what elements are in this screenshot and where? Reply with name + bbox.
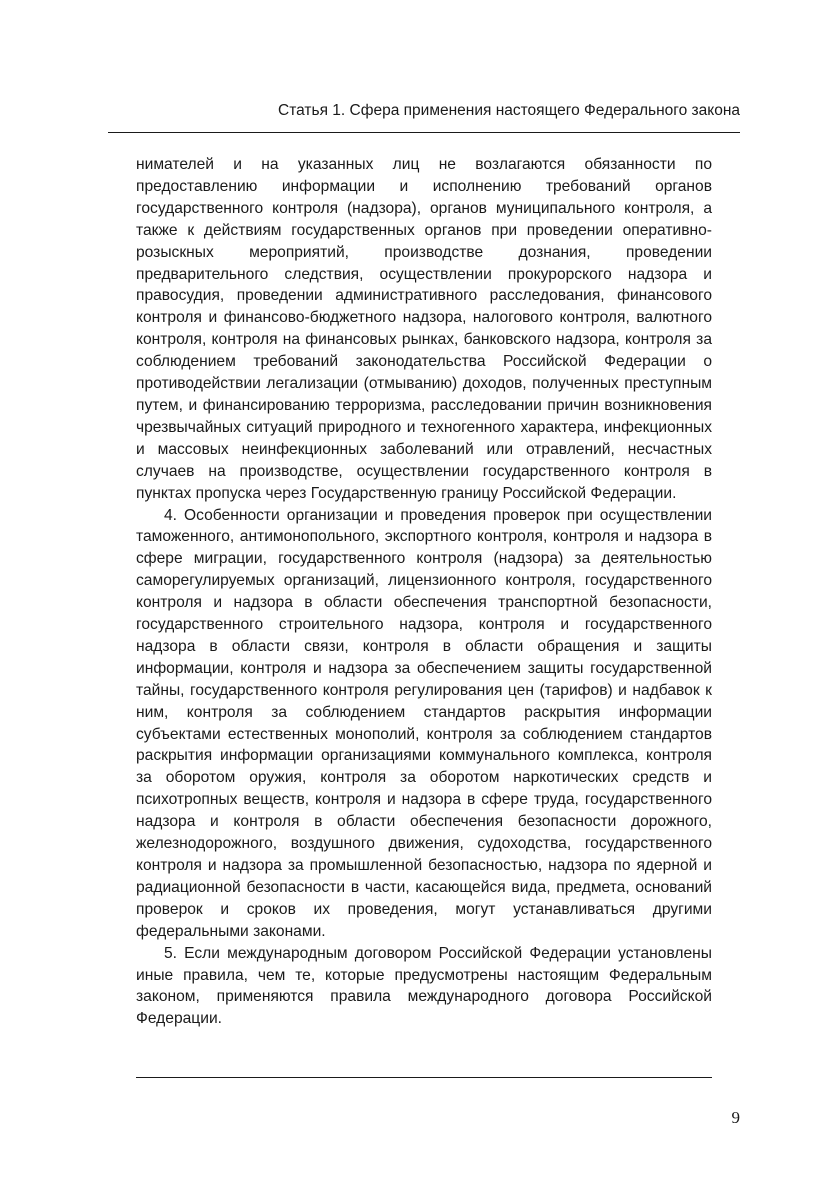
page-number: 9: [731, 1108, 740, 1127]
footer-rule: [136, 1077, 712, 1078]
header-rule: [108, 132, 740, 133]
paragraph-continuation: нимателей и на указанных лиц не возлагаются обязанности по предоставлению информации и исполнению требований органов государственного контроля (надзора), органов муниципального контроля, а также к действиям государственных органов при проведении оперативно-розыскных мероприятий, производстве дознания, проведении предварительного следствия, осуществлении прокурорского надзора и правосудия, проведении административного расследования, финансового контроля и финансово-бюджетного надзора, налогового контроля, валютного контроля, контроля на финансовых рынках, банковского надзора, контроля за соблюдением требований законодательства Российской Федерации о противодействии легализации (отмыванию) доходов, полученных преступным путем, и финансированию терроризма, расследовании причин возникновения чрезвычайных ситуаций природного и техногенного характера, инфекционных и массовых неинфекционных заболеваний или отравлений, несчастных случаев на производстве, осуществлении государственного контроля в пунктах пропуска через Государственную границу Российской Федерации.: [136, 156, 712, 502]
body-text: [136, 154, 712, 1030]
running-header: Статья 1. Сфера применения настоящего Федерального закона: [278, 102, 740, 119]
paragraph-5: 5. Если международным договором Российской Федерации установлены иные правила, чем те, которые предусмотрены настоящим Федеральным законом, применяются правила международного договора Российской Федерации.: [136, 944, 712, 1028]
paragraph-4: 4. Особенности организации и проведения проверок при осуществлении таможенного, антимонопольного, экспортного контроля, контроля и надзора в сфере миграции, государственного контроля (надзора) за деятельностью саморегулируемых организаций, лицензионного контроля, государственного контроля и надзора в области обеспечения транспортной безопасности, государственного строительного надзора, контроля и государственного надзора в области связи, контроля в области обращения и защиты информации, контроля и надзора за обеспечением защиты государственной тайны, государственного контроля регулирования цен (тарифов) и надбавок к ним, контроля за соблюдением стандартов раскрытия информации субъектами естественных монополий, контроля за соблюдением стандартов раскрытия информации организациями коммунального комплекса, контроля за оборотом оружия, контроля за оборотом наркотических средств и психотропных веществ, контроля и надзора в сфере труда, государственного надзора и контроля в области обеспечения безопасности дорожного, железнодорожного, воздушного движения, судоходства, государственного контроля и надзора за промышленной безопасностью, надзора по ядерной и радиационной безопасности в части, касающейся вида, предмета, оснований проверок и сроков их проведения, могут устанавливаться другими федеральными законами.: [136, 506, 712, 940]
